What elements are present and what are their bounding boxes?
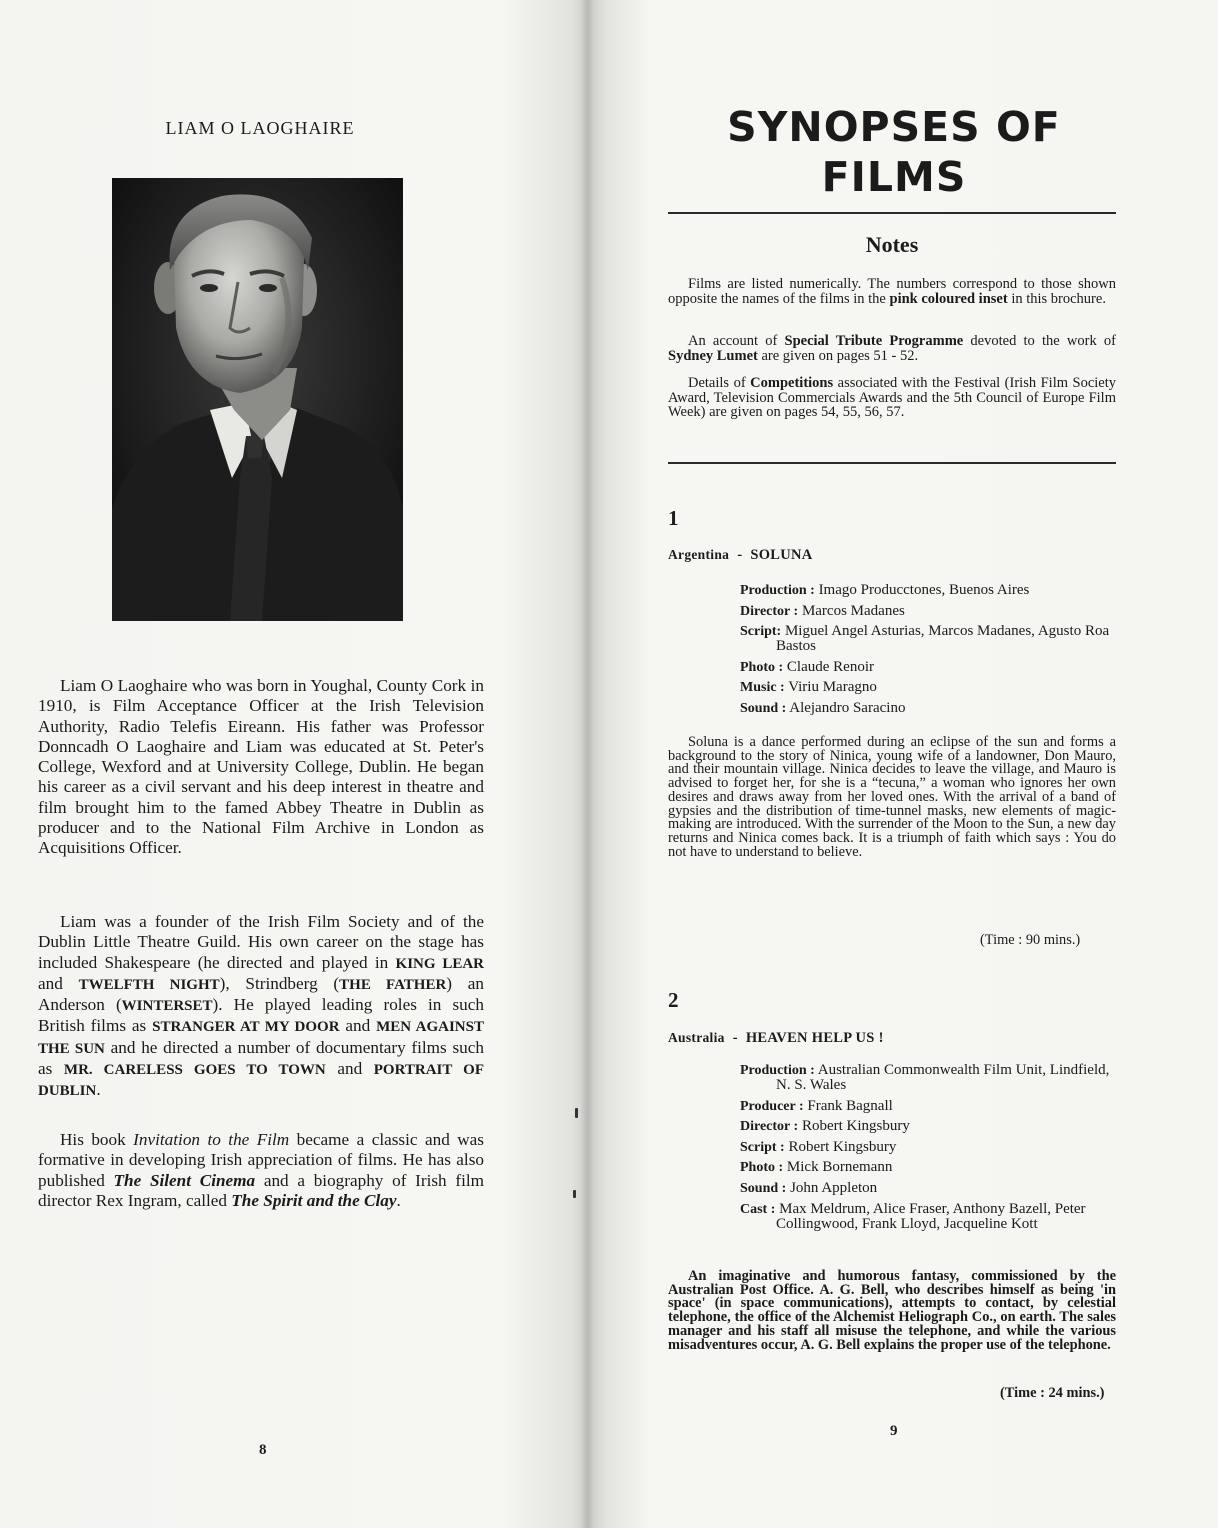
page-number-left: 8 — [259, 1442, 267, 1458]
text-run: MEN AGAINST THE SUN — [38, 1019, 484, 1057]
text-run: are given on pages 51 - 52. — [757, 347, 919, 364]
credit-label: Sound : — [740, 700, 787, 716]
page-number-right: 9 — [890, 1423, 898, 1439]
credit-label: Photo : — [740, 659, 784, 675]
text-run: WINTERSET — [121, 998, 213, 1015]
notes-heading: Notes — [865, 232, 919, 257]
credit-value: Max Meldrum, Alice Fraser, Anthony Bazell, Peter Collingwood, Frank Lloyd, Jacqueline Kott — [775, 1200, 1086, 1232]
text-run: became a classic and was formative in developing Irish appreciation of films. He has also published — [38, 1130, 484, 1190]
text-run: devoted to the work of — [963, 333, 1116, 349]
film-credits — [740, 1063, 1116, 1237]
note-paragraph-1 — [668, 277, 1116, 306]
credit-line — [740, 624, 1116, 654]
text-run: KING LEAR — [395, 955, 484, 972]
text-run: An account of — [688, 333, 785, 349]
film-number: 2 — [668, 988, 679, 1012]
text-run: Invitation to the Film — [133, 1130, 290, 1149]
credit-line — [740, 1099, 1116, 1114]
portrait-photo — [112, 178, 403, 621]
text-run: STRANGER AT MY DOOR — [152, 1019, 340, 1036]
text-run: Competitions — [750, 375, 834, 391]
film-heading-dash: - — [737, 547, 743, 563]
bio-paragraph-3 — [38, 1130, 484, 1211]
print-speck — [575, 1108, 578, 1118]
bio-paragraph-2 — [38, 912, 484, 1102]
text-run: . — [396, 1190, 401, 1210]
film-title: HEAVEN HELP US ! — [745, 1030, 884, 1046]
film-synopsis: An imaginative and humorous fantasy, commissioned by the Australian Post Office. A. G. Bell, who describes himself as being 'in space' (in space communications), attempts to contact, by celestial telephone, the office of the Alchemist Heliograph Co., on earth. The sales manager and his staff all misuse the telephone, and while the various misadventures occur, A. G. Bell explains the proper use of the telephone. — [668, 1268, 1116, 1353]
credit-line — [740, 1063, 1116, 1093]
text-run: THE FATHER — [339, 976, 447, 993]
credit-line — [740, 1181, 1116, 1196]
text-run: MR. CARELESS GOES TO TOWN — [63, 1062, 326, 1079]
credit-value: Robert Kingsbury — [798, 1118, 910, 1135]
film-synopsis: Soluna is a dance performed during an eclipse of the sun and forms a background to the story of Ninica, young wife of a landowner, Don Mauro, and their mountain village. Ninica decides to leave the village, and Mauro is advised to forget her, for she is a “tecuna,” a woman who ignores her own desires and draws away from her loved ones. With the arrival of a band of gypsies and the distribution of time-tunnel masks, new elements of magic-making are introduced. With the surrender of the Moon to the Sun, a new day returns and Ninica comes back. It is a triumph of faith which says : You do not have to understand to believe. — [668, 734, 1116, 860]
text-run: ), Strindberg ( — [219, 973, 340, 993]
text-run: ). He played leading roles in such British films as — [38, 995, 484, 1036]
text-run: Sydney Lumet — [668, 347, 758, 364]
film-country: Australia — [668, 1030, 725, 1045]
text-run: Liam O Laoghaire who was born in Youghal, County Cork in 1910, is Film Acceptance Officer at the Irish Television Authority, Radio Telefis Eireann. His father was Professor Donncadh O Laoghaire and Liam was educated at St. Peter's College, Wexford and at University College, Dublin. He began his career as a civil servant and his deep interest in theatre and film brought him to the famed Abbey Theatre in Dublin as producer and to the National Film Archive in London as Acquisitions Officer. — [38, 676, 484, 858]
credit-line — [740, 1119, 1116, 1134]
film-runtime: (Time : 90 mins.) — [980, 932, 1081, 948]
credit-line — [740, 1140, 1116, 1155]
text-run: associated with the Festival (Irish Film Society Award, Television Commercials Awards and the 5th Council of Europe Film Week) are given on pages 54, 55, 56, 57. — [668, 375, 1116, 420]
credit-line — [740, 604, 1116, 619]
credit-label: Production : — [740, 1063, 815, 1078]
portrait-illustration — [112, 178, 403, 621]
credit-label: Sound : — [740, 1180, 787, 1196]
book-gutter — [580, 0, 594, 1528]
print-speck — [573, 1190, 576, 1198]
film-number: 1 — [668, 506, 679, 530]
text-run: PORTRAIT OF DUBLIN — [38, 1062, 484, 1100]
credit-line — [740, 1160, 1116, 1175]
text-run: Special Tribute Programme — [784, 333, 964, 349]
text-run: and a biography of Irish film director Rex Ingram, called — [38, 1170, 484, 1210]
text-run: Liam was a founder of the Irish Film Society and of the Dublin Little Theatre Guild. His own career on the stage has included Shakespeare (he directed and played in — [38, 912, 484, 972]
text-run: and he directed a number of documentary films such as — [38, 1037, 484, 1079]
credit-label: Script: — [740, 624, 782, 640]
film-runtime: (Time : 24 mins.) — [1000, 1385, 1105, 1401]
credit-value: Alejandro Saracino — [786, 699, 906, 716]
credit-line — [740, 680, 1116, 695]
text-run: pink coloured inset — [889, 290, 1008, 307]
credit-value: Australian Commonwealth Film Unit, Lindfield, N. S. Wales — [776, 1062, 1110, 1093]
text-run: and — [339, 1016, 377, 1036]
text-run: ) an Anderson ( — [38, 973, 484, 1015]
note-paragraph-2 — [668, 334, 1116, 363]
credit-label: Producer : — [740, 1098, 804, 1114]
text-run: The Silent Cinema — [113, 1170, 256, 1190]
film-heading — [668, 547, 813, 564]
credit-label: Cast : — [740, 1201, 776, 1217]
credit-label: Director : — [740, 1119, 799, 1135]
credit-label: Script : — [740, 1139, 785, 1155]
text-run: and — [38, 973, 79, 993]
rule-top — [668, 212, 1116, 214]
credit-value: Robert Kingsbury — [784, 1138, 897, 1155]
film-country: Argentina — [668, 547, 730, 562]
credit-label: Photo : — [740, 1160, 784, 1176]
credit-label: Director : — [740, 603, 799, 619]
text-run: TWELFTH NIGHT — [78, 976, 220, 993]
credit-line — [740, 1202, 1116, 1232]
credit-value: Marcos Madanes — [798, 602, 905, 619]
text-run: The Spirit and the Clay — [231, 1190, 397, 1210]
film-heading — [668, 1030, 884, 1047]
text-run: and — [325, 1059, 374, 1079]
text-run: Details of — [688, 375, 751, 391]
credit-line — [740, 583, 1116, 598]
credit-value: Frank Bagnall — [803, 1097, 893, 1114]
text-run: His book — [60, 1130, 134, 1149]
credit-value: Claude Renoir — [783, 658, 874, 675]
film-heading-dash: - — [732, 1030, 738, 1046]
credit-line — [740, 701, 1116, 716]
person-heading: LIAM O LAOGHAIRE — [165, 118, 355, 138]
credit-value: Imago Producctones, Buenos Aires — [814, 582, 1030, 598]
left-page — [0, 0, 588, 1528]
text-run: Films are listed numerically. The numbers correspond to those shown opposite the names of the films in the — [668, 276, 1116, 307]
rule-bottom — [668, 462, 1116, 464]
credit-line — [740, 660, 1116, 675]
film-credits — [740, 583, 1116, 722]
section-title: SYNOPSES OF FILMS — [727, 103, 1061, 201]
text-run: in this brochure. — [1007, 290, 1106, 307]
credit-value: Miguel Angel Asturias, Marcos Madanes, Agusto Roa Bastos — [776, 623, 1110, 655]
credit-value: John Appleton — [786, 1179, 878, 1196]
credit-label: Production : — [740, 583, 815, 598]
film-title: SOLUNA — [750, 547, 813, 563]
bio-paragraph-1 — [38, 676, 484, 859]
credit-value: Mick Bornemann — [783, 1159, 893, 1176]
text-run: . — [96, 1080, 101, 1100]
credit-label: Music : — [740, 680, 785, 696]
credit-value: Viriu Maragno — [784, 679, 877, 696]
note-paragraph-3 — [668, 376, 1116, 420]
